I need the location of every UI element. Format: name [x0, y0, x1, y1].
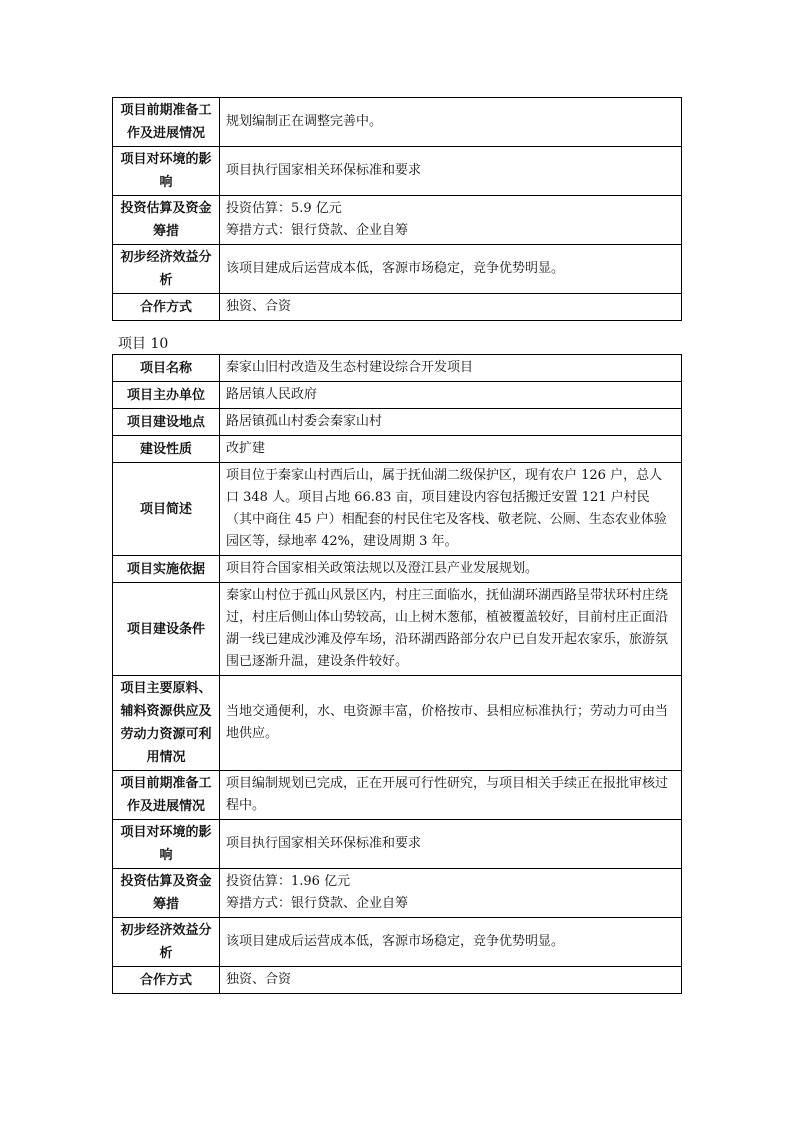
table-row — [113, 771, 682, 820]
section-caption: 项目 10 — [118, 336, 169, 352]
table-row — [113, 147, 682, 196]
field-value — [220, 409, 682, 436]
project-table-previous — [112, 97, 682, 321]
field-value — [220, 583, 682, 676]
field-value — [220, 355, 682, 382]
table-row — [113, 409, 682, 436]
field-value — [220, 556, 682, 583]
field-value-line: 规划编制正在调整完善中。 — [226, 114, 383, 129]
table-row — [113, 556, 682, 583]
field-label: 初步经济效益分析 — [113, 918, 220, 967]
field-value — [220, 382, 682, 409]
table-row — [113, 196, 682, 245]
field-value-line: 该项目建成后运营成本低，客源市场稳定，竞争优势明显。 — [226, 934, 565, 949]
field-value-line: 筹措方式：银行贷款、企业自筹 — [226, 896, 409, 911]
field-value-line: 筹措方式：银行贷款、企业自筹 — [226, 223, 409, 238]
field-value-line: 项目编制规划已完成，正在开展可行性研究，与项目相关手续正在报批审核过程中。 — [226, 776, 669, 813]
table-row — [113, 583, 682, 676]
field-label: 项目前期准备工作及进展情况 — [113, 98, 220, 147]
table-row — [113, 382, 682, 409]
field-value — [220, 967, 682, 994]
field-value-line: 当地交通便利，水、电资源丰富，价格按市、县相应标准执行；劳动力可由当地供应。 — [226, 704, 669, 741]
field-value-line: 投资估算：5.9 亿元 — [226, 201, 342, 216]
table-body — [113, 98, 682, 321]
field-value — [220, 918, 682, 967]
field-label: 合作方式 — [113, 294, 220, 321]
table-row — [113, 676, 682, 771]
field-label: 项目建设条件 — [113, 583, 220, 676]
field-value-line: 秦家山村位于孤山风景区内，村庄三面临水，抚仙湖环湖西路呈带状环村庄绕过，村庄后侧山体山势较高，山上树木葱郁，植被覆盖较好，目前村庄正面沿湖一线已建成沙滩及停车场，沿环湖西路部分农户已自发开起农家乐，旅游氛围已逐渐升温，建设条件较好。 — [226, 588, 669, 669]
field-value — [220, 245, 682, 294]
project-10-table — [112, 354, 682, 994]
table-row — [113, 918, 682, 967]
table-body — [113, 355, 682, 994]
field-value — [220, 147, 682, 196]
field-value — [220, 676, 682, 771]
field-label: 初步经济效益分析 — [113, 245, 220, 294]
table-row — [113, 245, 682, 294]
field-label: 项目建设地点 — [113, 409, 220, 436]
table-row — [113, 98, 682, 147]
table-row — [113, 967, 682, 994]
field-label: 投资估算及资金筹措 — [113, 196, 220, 245]
field-label: 投资估算及资金筹措 — [113, 869, 220, 918]
table-row — [113, 463, 682, 556]
table-row — [113, 436, 682, 463]
field-value — [220, 294, 682, 321]
field-value — [220, 869, 682, 918]
field-value — [220, 463, 682, 556]
table-row — [113, 869, 682, 918]
field-label: 项目主办单位 — [113, 382, 220, 409]
field-label: 合作方式 — [113, 967, 220, 994]
field-value-line: 独资、合资 — [226, 972, 292, 987]
field-label: 建设性质 — [113, 436, 220, 463]
field-label: 项目名称 — [113, 355, 220, 382]
field-value-line: 项目位于秦家山村西后山，属于抚仙湖二级保护区，现有农户 126 户，总人口 348 人。项目占地 66.83 亩，项目建设内容包括搬迁安置 121 户村民（其中商住 45 户）相配套的村民住宅及客栈、敬老院、公厕、生态农业体验园区等，绿地率 42%，建设周期 3 年。 — [226, 468, 667, 549]
table-row — [113, 820, 682, 869]
field-value — [220, 820, 682, 869]
field-value-line: 项目符合国家相关政策法规以及澄江县产业发展规划。 — [226, 561, 539, 576]
field-label: 项目对环境的影响 — [113, 820, 220, 869]
field-label: 项目对环境的影响 — [113, 147, 220, 196]
table-row — [113, 294, 682, 321]
field-value — [220, 196, 682, 245]
table-row — [113, 355, 682, 382]
field-label: 项目主要原料、辅料资源供应及劳动力资源可利用情况 — [113, 676, 220, 771]
field-value-line: 项目执行国家相关环保标准和要求 — [226, 163, 422, 178]
field-value-line: 改扩建 — [226, 441, 266, 456]
field-value-line: 路居镇孤山村委会秦家山村 — [226, 414, 383, 429]
field-value-line: 路居镇人民政府 — [226, 387, 318, 402]
field-value-line: 秦家山旧村改造及生态村建设综合开发项目 — [226, 360, 474, 375]
field-value-line: 该项目建成后运营成本低，客源市场稳定，竞争优势明显。 — [226, 261, 565, 276]
field-value — [220, 771, 682, 820]
field-label: 项目实施依据 — [113, 556, 220, 583]
field-value-line: 独资、合资 — [226, 299, 292, 314]
field-value — [220, 436, 682, 463]
field-value-line: 项目执行国家相关环保标准和要求 — [226, 836, 422, 851]
field-label: 项目简述 — [113, 463, 220, 556]
field-label: 项目前期准备工作及进展情况 — [113, 771, 220, 820]
field-value-line: 投资估算：1.96 亿元 — [226, 874, 351, 889]
field-value — [220, 98, 682, 147]
